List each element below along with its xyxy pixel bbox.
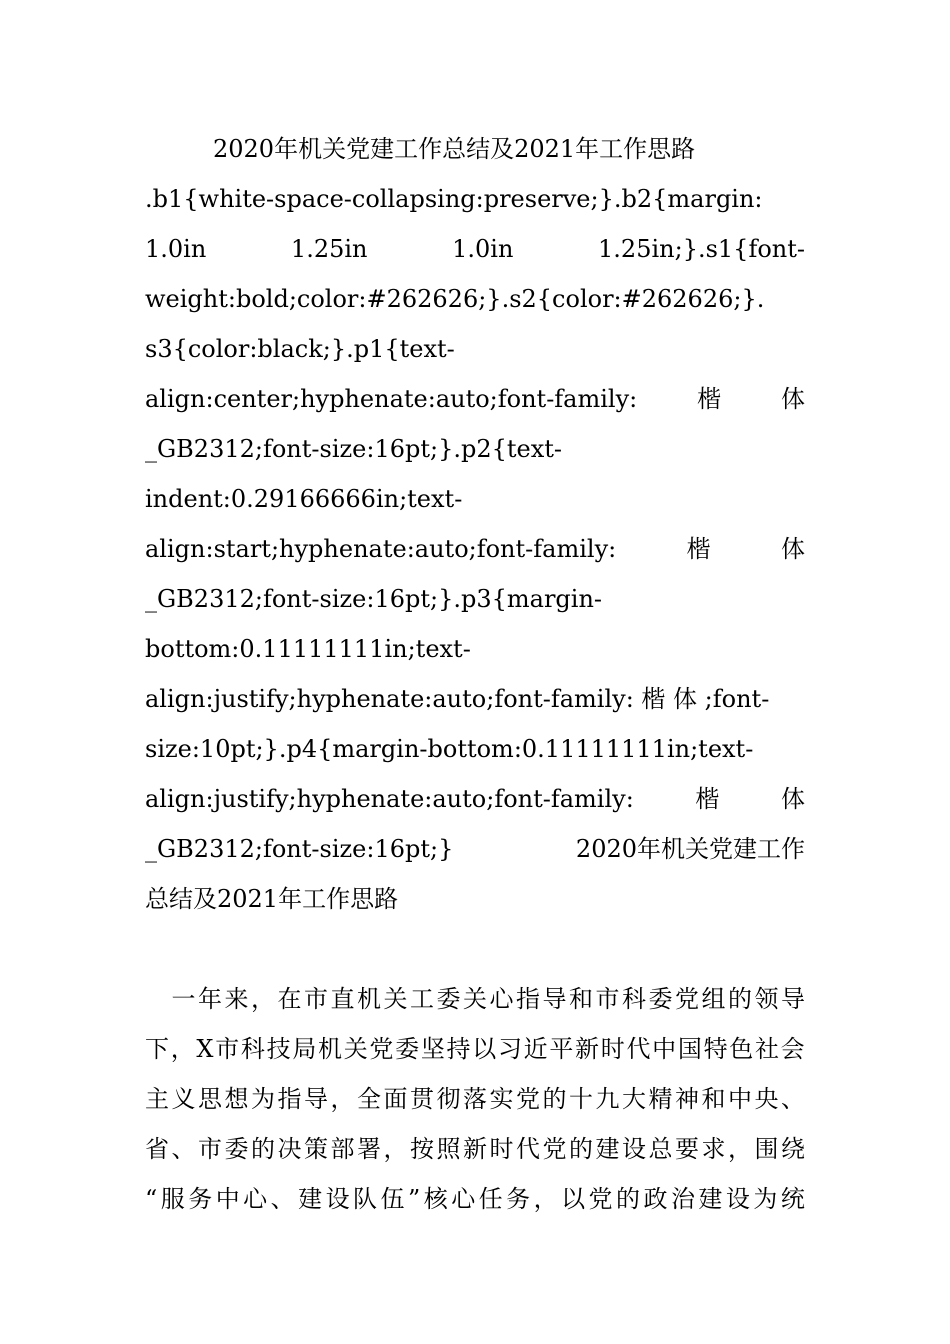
body-char: 科 [240, 1035, 265, 1063]
body-char: 委 [224, 1135, 249, 1163]
body-char: 的 [728, 985, 752, 1013]
body-char: 主 [145, 1085, 169, 1113]
body-char: 代 [626, 1035, 651, 1063]
body-char: 核 [423, 1185, 448, 1213]
body-char: 导 [542, 985, 567, 1013]
body-char: 治 [670, 1185, 695, 1213]
document-title: 2020年机关党建工作总结及2021年工作思路 [213, 135, 696, 163]
body-char: 务 [188, 1185, 213, 1213]
body-paragraph [145, 974, 805, 1224]
body-char: 社 [754, 1035, 779, 1063]
body-char: 建 [298, 1185, 323, 1213]
body-char: 十 [569, 1085, 593, 1113]
body-char: 平 [549, 1035, 574, 1063]
body-char: 组 [701, 985, 726, 1013]
body-char: 以 [561, 1185, 586, 1213]
body-char: 科 [622, 985, 646, 1013]
body-char: 建 [698, 1185, 723, 1213]
css-line-5 [145, 374, 805, 424]
body-char: 党 [516, 1085, 540, 1113]
body-char: 新 [575, 1035, 600, 1063]
body-char: 色 [729, 1035, 754, 1063]
body-char: 新 [463, 1135, 487, 1163]
body-char: 国 [677, 1035, 702, 1063]
css-line-1: .b1{white-space-collapsing:preserve;}.b2{margin: [145, 185, 763, 213]
body-char: 持 [446, 1035, 471, 1063]
css-fragment: 1.25in [290, 235, 368, 263]
body-char: 决 [277, 1135, 302, 1163]
body-char: 工 [410, 985, 434, 1013]
body-char: 贯 [410, 1085, 434, 1113]
body-char: 市 [304, 985, 328, 1013]
body-char: 时 [489, 1135, 514, 1163]
body-char: 来 [224, 985, 249, 1013]
body-char: 服 [160, 1185, 185, 1213]
css-fragment: 1.25in;}.s1{font- [598, 235, 805, 263]
body-char: 按 [410, 1135, 434, 1163]
body-char: ， [728, 1135, 752, 1163]
css-fragment: 2020年机关党建工作 [575, 835, 805, 863]
body-char: X [196, 1035, 214, 1063]
body-char: 和 [701, 1085, 726, 1113]
body-char: 局 [292, 1035, 317, 1063]
css-fragment: align:justify;hyphenate:auto;font-family: 楷 体 ;font- [145, 685, 770, 713]
body-char: 心 [489, 985, 514, 1013]
body-char: ， [330, 1085, 355, 1113]
css-line-13 [145, 774, 805, 824]
body-char: 绕 [781, 1135, 805, 1163]
css-fragment: 楷 [686, 535, 711, 563]
body-char: 设 [725, 1185, 750, 1213]
body-char: 精 [648, 1085, 673, 1113]
body-char: 导 [781, 985, 805, 1013]
body-char: 的 [569, 1135, 593, 1163]
body-char: 建 [595, 1135, 620, 1163]
css-line-7: indent:0.29166666in;text- [145, 485, 463, 513]
body-char: 实 [489, 1085, 514, 1113]
css-line-11 [145, 674, 805, 724]
body-char: 坚 [420, 1035, 445, 1063]
body-char: 要 [675, 1135, 699, 1163]
css-fragment: 体 [781, 385, 805, 413]
body-char: 政 [643, 1185, 668, 1213]
body-char: 央 [754, 1085, 779, 1113]
css-line-4: s3{color:black;}.p1{text- [145, 335, 455, 363]
css-line-3: weight:bold;color:#262626;}.s2{color:#262626;}. [145, 285, 765, 313]
css-line-6: _GB2312;font-size:16pt;}.p2{text- [145, 435, 563, 463]
body-char: 、 [171, 1135, 196, 1163]
css-line-15: 总结及2021年工作思路 [145, 885, 399, 913]
body-char: 和 [569, 985, 593, 1013]
body-char: ， [533, 1185, 558, 1213]
body-char: 的 [542, 1085, 567, 1113]
body-char: 中 [215, 1185, 240, 1213]
body-char: 的 [251, 1135, 275, 1163]
body-char: 委 [395, 1035, 420, 1063]
css-line-14 [145, 824, 805, 874]
css-line-8 [145, 524, 805, 574]
body-char: 领 [754, 985, 779, 1013]
body-char: 部 [330, 1135, 355, 1163]
body-line [145, 1174, 805, 1224]
body-char: 设 [325, 1185, 350, 1213]
body-char: 代 [516, 1135, 540, 1163]
body-char: 会 [780, 1035, 805, 1063]
css-fragment: _GB2312;font-size:16pt;} [145, 835, 454, 863]
body-char: 面 [383, 1085, 408, 1113]
body-char: 求 [701, 1135, 726, 1163]
body-line [145, 1074, 805, 1124]
body-char: 、 [781, 1085, 805, 1113]
body-char: 关 [343, 1035, 368, 1063]
body-char: 为 [753, 1185, 778, 1213]
body-char: 在 [277, 985, 302, 1013]
css-fragment: 楷 [697, 385, 722, 413]
css-fragment: 1.0in [452, 235, 514, 263]
body-char: ， [383, 1135, 408, 1163]
body-char: 总 [648, 1135, 673, 1163]
body-char: 围 [754, 1135, 779, 1163]
css-fragment: align:justify;hyphenate:auto;font-family: [145, 785, 634, 813]
body-line [145, 1124, 805, 1174]
body-char: 指 [277, 1085, 302, 1113]
body-char: 以 [472, 1035, 497, 1063]
body-char: 年 [198, 985, 222, 1013]
body-char: ， [251, 985, 275, 1013]
body-char: 省 [145, 1135, 169, 1163]
body-char: 导 [304, 1085, 328, 1113]
body-char: 特 [703, 1035, 728, 1063]
body-char: 策 [304, 1135, 328, 1163]
body-line [145, 1024, 805, 1074]
body-char: 任 [478, 1185, 503, 1213]
css-line-12: size:10pt;}.p4{margin-bottom:0.11111111in;text- [145, 735, 754, 763]
body-char: 机 [318, 1035, 343, 1063]
body-char: 心 [451, 1185, 476, 1213]
body-char: 落 [463, 1085, 487, 1113]
body-char: 市 [198, 1135, 222, 1163]
body-char: 党 [675, 985, 699, 1013]
body-char: 机 [357, 985, 381, 1013]
body-char: 设 [622, 1135, 646, 1163]
body-char: “ [145, 1185, 158, 1213]
body-char: 中 [728, 1085, 752, 1113]
body-char: 党 [369, 1035, 394, 1063]
css-fragment: align:center;hyphenate:auto;font-family: [145, 385, 638, 413]
body-char: 近 [523, 1035, 548, 1063]
body-char: ” [407, 1185, 421, 1213]
body-char: 关 [383, 985, 408, 1013]
body-char: 照 [436, 1135, 461, 1163]
css-line-9: _GB2312;font-size:16pt;}.p3{margin- [145, 585, 603, 613]
body-char: 署 [357, 1135, 381, 1163]
body-char: 务 [506, 1185, 531, 1213]
body-line [145, 974, 805, 1024]
body-char: 心 [243, 1185, 268, 1213]
body-char: 直 [330, 985, 355, 1013]
paragraph-gap [145, 924, 805, 974]
body-char: 彻 [436, 1085, 461, 1113]
css-code-text [145, 174, 805, 924]
body-char: 党 [588, 1185, 613, 1213]
css-line-2 [145, 224, 805, 274]
body-char: 一 [171, 985, 196, 1013]
body-char: ， [170, 1035, 195, 1063]
body-char: 下 [145, 1035, 169, 1063]
body-char: 、 [270, 1185, 295, 1213]
css-fragment: 1.0in [145, 235, 207, 263]
body-char: 指 [516, 985, 540, 1013]
body-char: 委 [648, 985, 673, 1013]
body-char: 习 [497, 1035, 522, 1063]
body-char: 神 [675, 1085, 699, 1113]
css-line-10: bottom:0.11111111in;text- [145, 635, 471, 663]
body-char: 队 [353, 1185, 378, 1213]
body-char: 大 [622, 1085, 646, 1113]
body-char: 中 [652, 1035, 677, 1063]
body-char: 伍 [380, 1185, 405, 1213]
css-fragment: 体 [781, 535, 805, 563]
body-char: 九 [595, 1085, 620, 1113]
css-fragment: align:start;hyphenate:auto;font-family: [145, 535, 617, 563]
body-char: 思 [198, 1085, 222, 1113]
body-char: 委 [436, 985, 461, 1013]
body-char: 市 [595, 985, 620, 1013]
body-char: 时 [600, 1035, 625, 1063]
body-char: 全 [357, 1085, 381, 1113]
body-char: 技 [266, 1035, 291, 1063]
body-char: 党 [542, 1135, 567, 1163]
body-char [145, 974, 169, 1024]
css-fragment: 楷 [695, 785, 720, 813]
body-char: 市 [215, 1035, 240, 1063]
css-fragment: 体 [781, 785, 805, 813]
body-char: 的 [616, 1185, 640, 1213]
body-char: 想 [224, 1085, 249, 1113]
document-content [145, 124, 805, 1224]
body-char: 统 [780, 1185, 805, 1213]
body-char: 关 [463, 985, 487, 1013]
body-char: 为 [251, 1085, 275, 1113]
body-char: 义 [171, 1085, 196, 1113]
